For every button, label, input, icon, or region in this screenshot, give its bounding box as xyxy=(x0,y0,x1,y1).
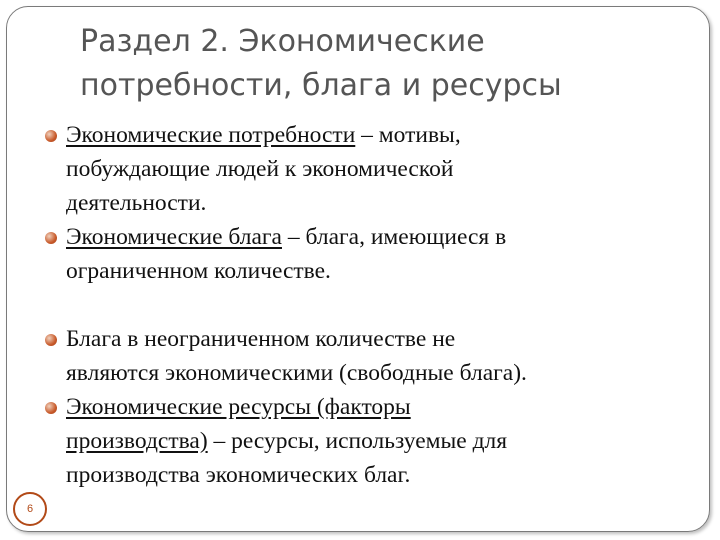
page-number-badge xyxy=(13,492,47,526)
slide-title xyxy=(80,20,640,108)
bullet-line: побуждающие людей к экономической xyxy=(66,156,454,182)
page-number: 6 xyxy=(26,503,34,515)
definition-text: – блага, имеющиеся в xyxy=(281,224,507,250)
term-underlined: Экономические потребности xyxy=(66,122,356,148)
bullet-line: производства экономических благ. xyxy=(66,462,411,488)
bullet-free-goods xyxy=(42,322,682,390)
bullet-dot-icon xyxy=(45,402,57,414)
bullet-line xyxy=(66,424,682,458)
definition-text: – ресурсы, используемые для xyxy=(207,428,508,454)
title-line-2: потребности, блага и ресурсы xyxy=(80,68,562,103)
bullet-economic-goods xyxy=(42,220,682,288)
term-underlined: Экономические блага xyxy=(66,224,282,250)
bullet-line xyxy=(66,220,682,254)
bullet-line: Блага в неограниченном количестве не xyxy=(66,326,456,352)
bullet-line: ограниченном количестве. xyxy=(66,258,331,284)
spacer xyxy=(42,288,682,322)
bullet-line: деятельности. xyxy=(66,190,207,216)
term-underlined: Экономические ресурсы (факторы xyxy=(66,394,411,420)
title-line-1: Раздел 2. Экономические xyxy=(80,24,485,59)
bullet-economic-needs xyxy=(42,118,682,220)
bullet-line xyxy=(66,390,682,424)
bullet-line: являются экономическими (свободные блага). xyxy=(66,360,527,386)
bullet-line xyxy=(66,118,682,152)
bullet-economic-resources xyxy=(42,390,682,492)
bullet-dot-icon xyxy=(45,130,57,142)
bullet-list xyxy=(42,118,682,492)
bullet-dot-icon xyxy=(45,334,57,346)
term-underlined: производства) xyxy=(66,428,208,454)
bullet-dot-icon xyxy=(45,232,57,244)
definition-text: – мотивы, xyxy=(355,122,461,148)
